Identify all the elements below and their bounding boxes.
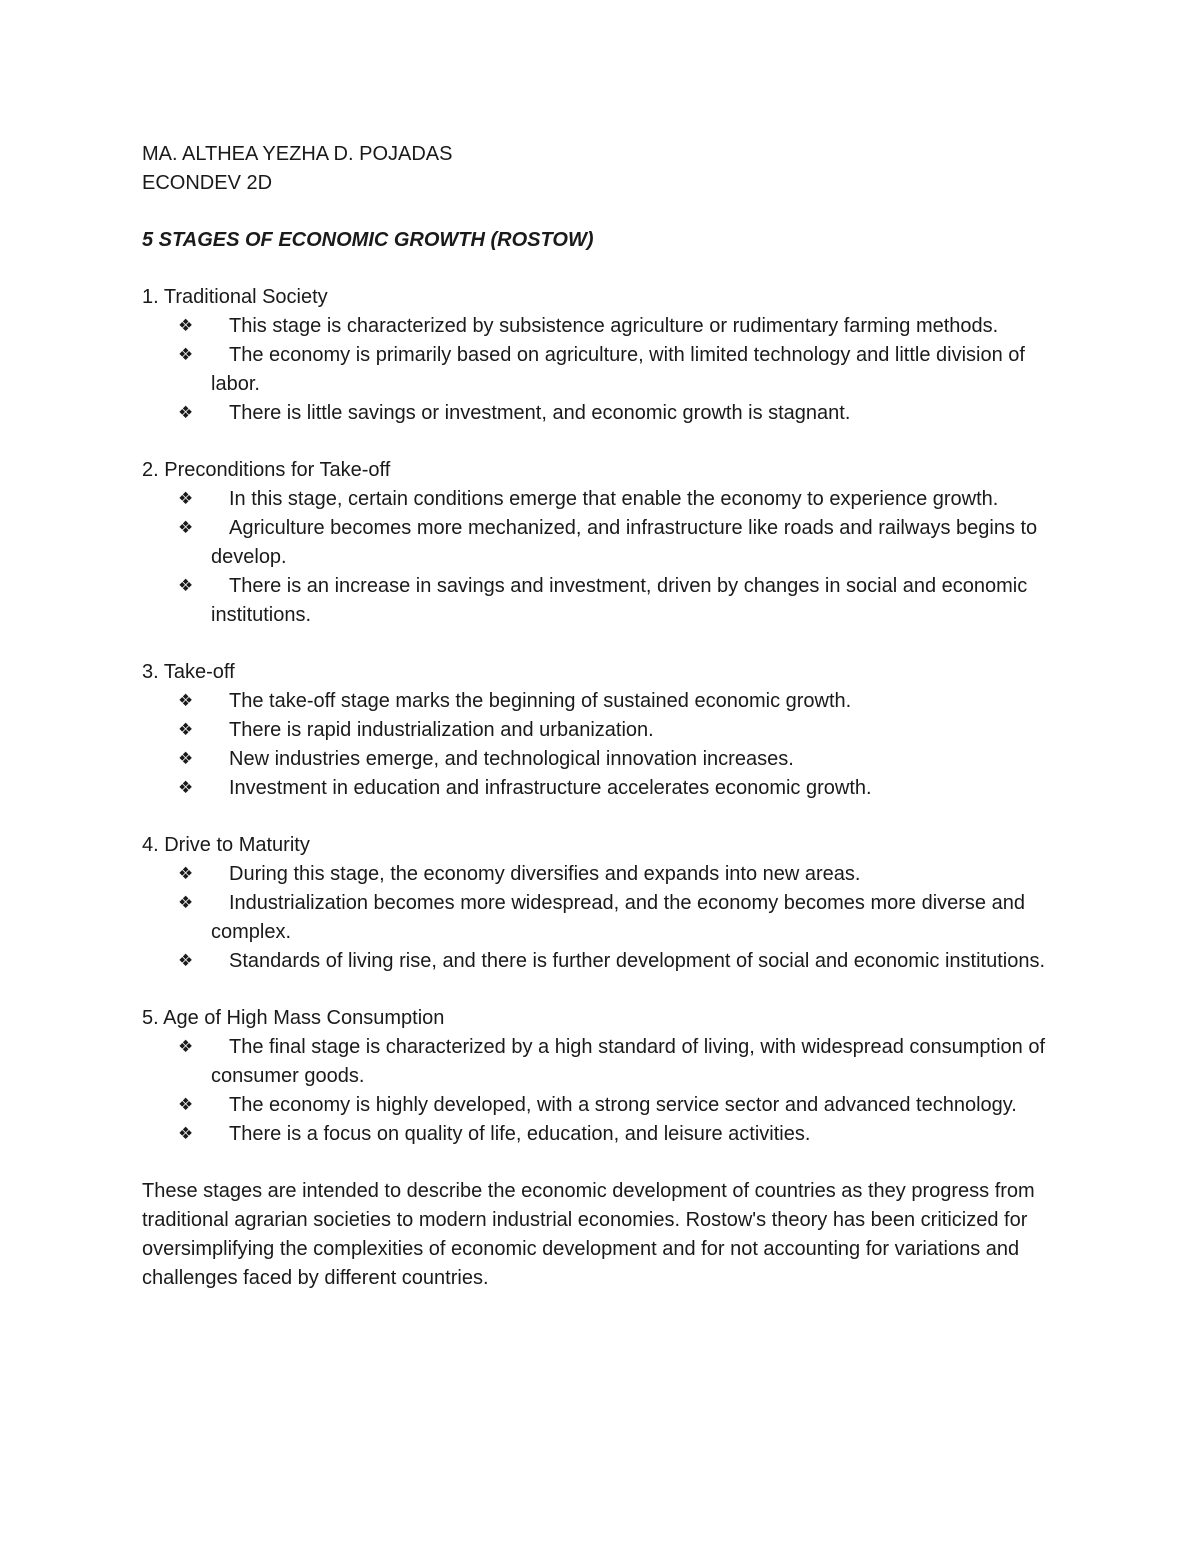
stage-heading: 1. Traditional Society — [142, 286, 328, 308]
bullet-text: The economy is primarily based on agriculture, with limited technology and little division of labor. — [211, 344, 1025, 395]
bullet-text: The final stage is characterized by a high standard of living, with widespread consumption of consumer goods. — [211, 1036, 1046, 1087]
diamond-bullet-icon: ❖ — [178, 864, 194, 884]
bullet-text: Investment in education and infrastructure accelerates economic growth. — [229, 777, 872, 799]
diamond-bullet-icon: ❖ — [178, 576, 194, 596]
bullet-list — [142, 687, 1072, 803]
list-item — [142, 572, 1072, 630]
spacer — [142, 1149, 1072, 1177]
spacer — [142, 198, 1072, 226]
list-item — [142, 341, 1072, 399]
bullet-text: Industrialization becomes more widespread, and the economy becomes more diverse and complex. — [211, 892, 1025, 943]
course-code: ECONDEV 2D — [142, 172, 273, 194]
bullet-text: The economy is highly developed, with a strong service sector and advanced technology. — [229, 1094, 1017, 1116]
bullet-text: In this stage, certain conditions emerge that enable the economy to experience growth. — [229, 488, 999, 510]
summary-paragraph: These stages are intended to describe the economic development of countries as they progress from traditional agrarian societies to modern industrial economies. Rostow's theory has been criticized for oversimplifying the complexities of economic development and for not accounting for variations and challenges faced by different countries. — [142, 1180, 1035, 1289]
diamond-bullet-icon: ❖ — [178, 893, 194, 913]
list-item — [142, 485, 1072, 514]
bullet-list — [142, 312, 1072, 428]
list-item — [142, 860, 1072, 889]
bullet-text: There is an increase in savings and investment, driven by changes in social and economic institutions. — [211, 575, 1028, 626]
diamond-bullet-icon: ❖ — [178, 1095, 194, 1115]
diamond-bullet-icon: ❖ — [178, 720, 194, 740]
bullet-text: This stage is characterized by subsistence agriculture or rudimentary farming methods. — [229, 315, 999, 337]
bullet-text: New industries emerge, and technological innovation increases. — [229, 748, 794, 770]
list-item — [142, 687, 1072, 716]
stage-heading: 4. Drive to Maturity — [142, 834, 310, 856]
stage-section-5 — [142, 1004, 1072, 1149]
stage-heading: 3. Take-off — [142, 661, 235, 683]
list-item — [142, 1120, 1072, 1149]
bullet-text: There is rapid industrialization and urbanization. — [229, 719, 654, 741]
stage-heading: 2. Preconditions for Take-off — [142, 459, 391, 481]
bullet-list — [142, 485, 1072, 630]
diamond-bullet-icon: ❖ — [178, 778, 194, 798]
bullet-text: There is little savings or investment, and economic growth is stagnant. — [229, 402, 851, 424]
list-item — [142, 1033, 1072, 1091]
stage-heading: 5. Age of High Mass Consumption — [142, 1007, 445, 1029]
bullet-list — [142, 860, 1072, 976]
bullet-text: Standards of living rise, and there is further development of social and economic institutions. — [229, 950, 1045, 972]
list-item — [142, 716, 1072, 745]
spacer — [142, 630, 1072, 658]
diamond-bullet-icon: ❖ — [178, 1124, 194, 1144]
list-item — [142, 514, 1072, 572]
stage-section-3 — [142, 658, 1072, 803]
author-name: MA. ALTHEA YEZHA D. POJADAS — [142, 143, 453, 165]
list-item — [142, 1091, 1072, 1120]
spacer — [142, 255, 1072, 283]
diamond-bullet-icon: ❖ — [178, 691, 194, 711]
spacer — [142, 976, 1072, 1004]
list-item — [142, 774, 1072, 803]
stage-section-2 — [142, 456, 1072, 630]
diamond-bullet-icon: ❖ — [178, 489, 194, 509]
diamond-bullet-icon: ❖ — [178, 749, 194, 769]
diamond-bullet-icon: ❖ — [178, 951, 194, 971]
list-item — [142, 745, 1072, 774]
bullet-list — [142, 1033, 1072, 1149]
bullet-text: During this stage, the economy diversifies and expands into new areas. — [229, 863, 861, 885]
diamond-bullet-icon: ❖ — [178, 1037, 194, 1057]
document-page — [142, 140, 1072, 1293]
list-item — [142, 312, 1072, 341]
bullet-text: There is a focus on quality of life, education, and leisure activities. — [229, 1123, 811, 1145]
stage-section-1 — [142, 283, 1072, 428]
list-item — [142, 889, 1072, 947]
spacer — [142, 803, 1072, 831]
diamond-bullet-icon: ❖ — [178, 518, 194, 538]
list-item — [142, 399, 1072, 428]
diamond-bullet-icon: ❖ — [178, 316, 194, 336]
diamond-bullet-icon: ❖ — [178, 403, 194, 423]
spacer — [142, 428, 1072, 456]
stage-section-4 — [142, 831, 1072, 976]
bullet-text: Agriculture becomes more mechanized, and infrastructure like roads and railways begins to develop. — [211, 517, 1038, 568]
list-item — [142, 947, 1072, 976]
document-title: 5 STAGES OF ECONOMIC GROWTH (ROSTOW) — [142, 229, 594, 251]
diamond-bullet-icon: ❖ — [178, 345, 194, 365]
bullet-text: The take-off stage marks the beginning of sustained economic growth. — [229, 690, 852, 712]
